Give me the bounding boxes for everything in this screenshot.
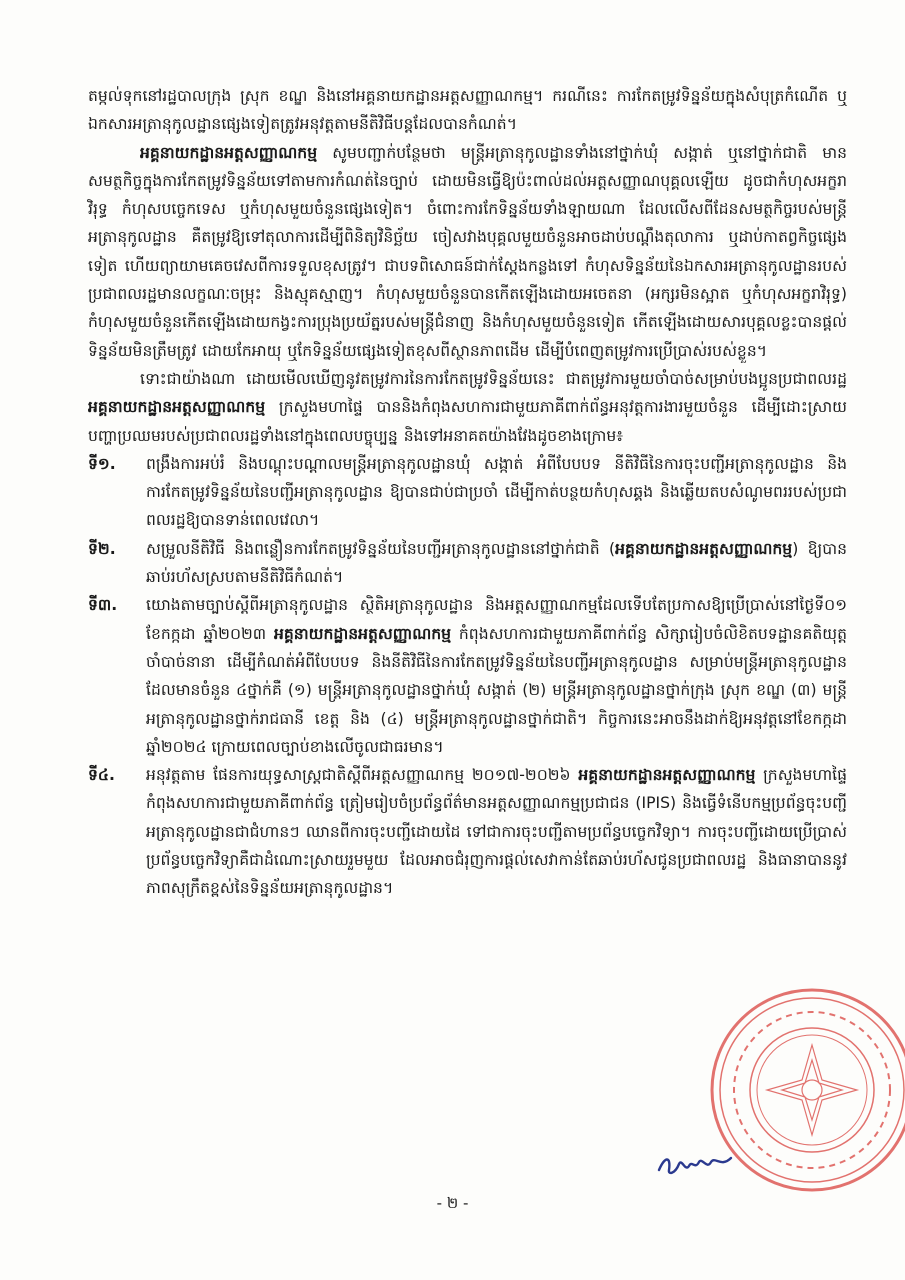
directorate-name: អគ្គនាយកដ្ឋានអត្តសញ្ញាណកម្ម bbox=[273, 624, 452, 643]
paragraph-competence-text: សូមបញ្ជាក់បន្ថែមថា មន្ត្រីអត្រានុកូលដ្ឋានទាំងនៅថ្នាក់ឃុំ សង្កាត់ ឬនៅថ្នាក់ជាតិ មានសមត្ថកិច្ចក្នុងការកែតម្រូវទិន្នន័យទៅតាមការកំណត់នៃច្បាប់ ដោយមិនធ្វើឱ្យប៉ះពាល់ដល់អត្តសញ្ញាណបុគ្គលឡើយ ដូចជាកំហុសអក្ខរាវិរុទ្ធ កំហុសបច្ចេកទេស ឬកំហុសមួយចំនួនផ្សេងទៀត។ ចំពោះការកែទិន្នន័យទាំងឡាយណា ដែលលើសពីដែនសមត្ថកិច្ចរបស់មន្ត្រីអត្រានុកូលដ្ឋាន គឺតម្រូវឱ្យទៅតុលាការដើម្បីពិនិត្យវិនិច្ឆ័យ ចៀសវាងបុគ្គលមួយចំនួនអាចដាប់បណ្ដឹងតុលាការ ឬដាប់កាតព្វកិច្ចផ្សេងទៀត ហើយព្យាយាមគេចវេសពីការទទួលខុសត្រូវ។ ជាបទពិសោធន៍ជាក់ស្ដែងកន្លងទៅ កំហុសទិន្នន័យនៃឯកសារអត្រានុកូលដ្ឋានរបស់ប្រជាពលរដ្ឋមានលក្ខណៈចម្រុះ និងស្មុគស្មាញ។ កំហុសមួយចំនួនបានកើតឡើងដោយអចេតនា (អក្សរមិនស្អាត ឬកំហុសអក្ខរាវិរុទ្ធ) កំហុសមួយចំនួនកើតឡើងដោយកង្វះការប្រុងប្រយ័ត្នរបស់មន្ត្រីជំនាញ និងកំហុសមួយចំនួនទៀត កើតឡើងដោយសារបុគ្គលខ្លះបានផ្ដល់ទិន្នន័យមិនត្រឹមត្រូវ ដោយកែអាយុ ឬកែទិន្នន័យផ្សេងទៀតខុសពីស្ថានភាពដើម ដើម្បីបំពេញតម្រូវការប្រើប្រាស់របស់ខ្លួន។ bbox=[88, 143, 847, 360]
item-text-part: យោងតាមច្បាប់ស្ដីពីអត្រានុកូលដ្ឋាន ស្ថិតិអត្រានុកូលដ្ឋាន និងអត្តសញ្ញាណកម្មដែលទើបតែប្រកាសឱ្យប្រើប្រាស់នៅថ្ងៃទី០១ ខែកក្កដា ឆ្នាំ២០២៣ bbox=[146, 596, 847, 643]
page-number: - ២ - bbox=[436, 1194, 469, 1212]
paragraph-however-text-a: ទោះជាយ៉ាងណា ដោយមើលឃើញនូវតម្រូវការនៃការកែតម្រូវទិន្នន័យនេះ ជាតម្រូវការមួយចាំបាច់សម្រាប់បងប្អូនប្រជាពលរដ្ឋ bbox=[140, 369, 847, 388]
directorate-name: អគ្គនាយកដ្ឋានអត្តសញ្ញាណកម្ម bbox=[88, 398, 266, 417]
item-number: ទី២. bbox=[88, 539, 116, 558]
item-text-part: ) ឱ្យបានឆាប់រហ័សស្របតាមនីតិវិធីកំណត់។ bbox=[146, 539, 847, 587]
item-number: ទី១. bbox=[88, 454, 116, 473]
item-number: ទី៣. bbox=[88, 596, 118, 615]
paragraph-however bbox=[88, 365, 847, 450]
list-item bbox=[88, 450, 847, 535]
item-text: ពង្រឹងការអប់រំ និងបណ្ដុះបណ្ដាលមន្ត្រីអត្រានុកូលដ្ឋានឃុំ សង្កាត់ អំពីបែបបទ នីតិវិធីនៃការចុះបញ្ជីអត្រានុកូលដ្ឋាន និងការកែតម្រូវទិន្នន័យនៃបញ្ជីអត្រានុកូលដ្ឋាន ឱ្យបានជាប់ជាប្រចាំ ដើម្បីកាត់បន្ថយកំហុសឆ្គង និងឆ្លើយតបសំណូមពររបស់ប្រជាពលរដ្ឋឱ្យបានទាន់ពេលវេលា។ bbox=[146, 454, 847, 530]
signature-icon bbox=[655, 1148, 735, 1180]
directorate-name: អគ្គនាយកដ្ឋានអត្តសញ្ញាណកម្ម bbox=[615, 539, 793, 558]
item-text-part: កំពុងសហការជាមួយភាគីពាក់ព័ន្ធ សិក្សារៀបចំលិខិតបទដ្ឋានគតិយុត្តចាំបាច់នានា ដើម្បីកំណត់អំពីបែបបទ និងនីតិវិធីនៃការកែតម្រូវទិន្នន័យនៃបញ្ជីអត្រានុកូលដ្ឋាន សម្រាប់មន្ត្រីអត្រានុកូលដ្ឋានដែលមានចំនួន ៤ថ្នាក់គឺ (១) មន្ត្រីអត្រានុកូលដ្ឋានថ្នាក់ឃុំ សង្កាត់ (២) មន្ត្រីអត្រានុកូលដ្ឋានថ្នាក់ក្រុង ស្រុក ខណ្ឌ (៣) មន្ត្រីអត្រានុកូលដ្ឋានថ្នាក់រាជធានី ខេត្ត និង (៤) មន្ត្រីអត្រានុកូលដ្ឋានថ្នាក់ជាតិ។ កិច្ចការនេះអាចនឹងដាក់ឱ្យអនុវត្តនៅខែកក្កដា ឆ្នាំ២០២៤ ក្រោយពេលច្បាប់ខាងលើចូលជាធរមាន។ bbox=[146, 624, 847, 756]
list-item bbox=[88, 761, 847, 902]
item-text-part: ក្រសួងមហាផ្ទៃ កំពុងសហការជាមួយភាគីពាក់ព័ន្ធ ត្រៀមរៀបចំប្រព័ន្ធព័ត៌មានអត្តសញ្ញាណកម្មប្រជាជន (IPIS) និងធ្វើទំនើបកម្មប្រព័ន្ធចុះបញ្ជីអត្រានុកូលដ្ឋានជាជំហានៗ ឈានពីការចុះបញ្ជីដោយដៃ ទៅជាការចុះបញ្ជីតាមប្រព័ន្ធបច្ចេកវិទ្យា។ ការចុះបញ្ជីដោយប្រើប្រាស់ប្រព័ន្ធបច្ចេកវិទ្យាគឺជាដំណោះស្រាយរួមមួយ ដែលអាចជំរុញការផ្ដល់សេវាកាន់តែឆាប់រហ័សជូនប្រជាពលរដ្ឋ និងធានាបាននូវភាពសុក្រឹតខ្ពស់នៃទិន្នន័យអត្រានុកូលដ្ឋាន។ bbox=[146, 766, 847, 898]
action-list bbox=[88, 450, 847, 903]
item-text-part: សម្រួលនីតិវិធី និងពន្លឿនការកែតម្រូវទិន្នន័យនៃបញ្ជីអត្រានុកូលដ្ឋាននៅថ្នាក់ជាតិ ( bbox=[146, 539, 616, 558]
directorate-name: អគ្គនាយកដ្ឋានអត្តសញ្ញាណកម្ម bbox=[578, 766, 756, 785]
item-text bbox=[146, 761, 847, 902]
paragraph-however-text-b: ក្រសួងមហាផ្ទៃ បាននិងកំពុងសហការជាមួយភាគីពាក់ព័ន្ធអនុវត្តការងារមួយចំនួន ដើម្បីដោះស្រាយបញ្ហាប្រឈមរបស់ប្រជាពលរដ្ឋទាំងនៅក្នុងពេលបច្ចុប្បន្ន និងទៅអនាគតយ៉ាងវែងដូចខាងក្រោម៖ bbox=[88, 398, 847, 445]
item-text-part: អនុវត្តតាម ផែនការយុទ្ធសាស្ត្រជាតិស្ដីពីអត្តសញ្ញាណកម្ម ២០១៧-២០២៦ bbox=[146, 766, 571, 785]
directorate-name: អគ្គនាយកដ្ឋានអត្តសញ្ញាណកម្ម bbox=[140, 143, 318, 162]
official-seal-icon bbox=[707, 985, 905, 1195]
item-text bbox=[146, 591, 847, 761]
item-text bbox=[146, 535, 847, 592]
list-item bbox=[88, 591, 847, 761]
list-item bbox=[88, 535, 847, 592]
item-number: ទី៤. bbox=[88, 766, 115, 785]
paragraph-continuation: តម្កល់ទុកនៅរដ្ឋបាលក្រុង ស្រុក ខណ្ឌ និងនៅអគ្គនាយកដ្ឋានអត្តសញ្ញាណកម្ម។ ករណីនេះ ការកែតម្រូវទិន្នន័យក្នុងសំបុត្រកំណើត ឬឯកសារអត្រានុកូលដ្ឋានផ្សេងទៀតត្រូវអនុវត្តតាមនីតិវិធីបន្តដែលបានកំណត់។ bbox=[88, 87, 847, 134]
paragraph-competence bbox=[88, 139, 847, 365]
